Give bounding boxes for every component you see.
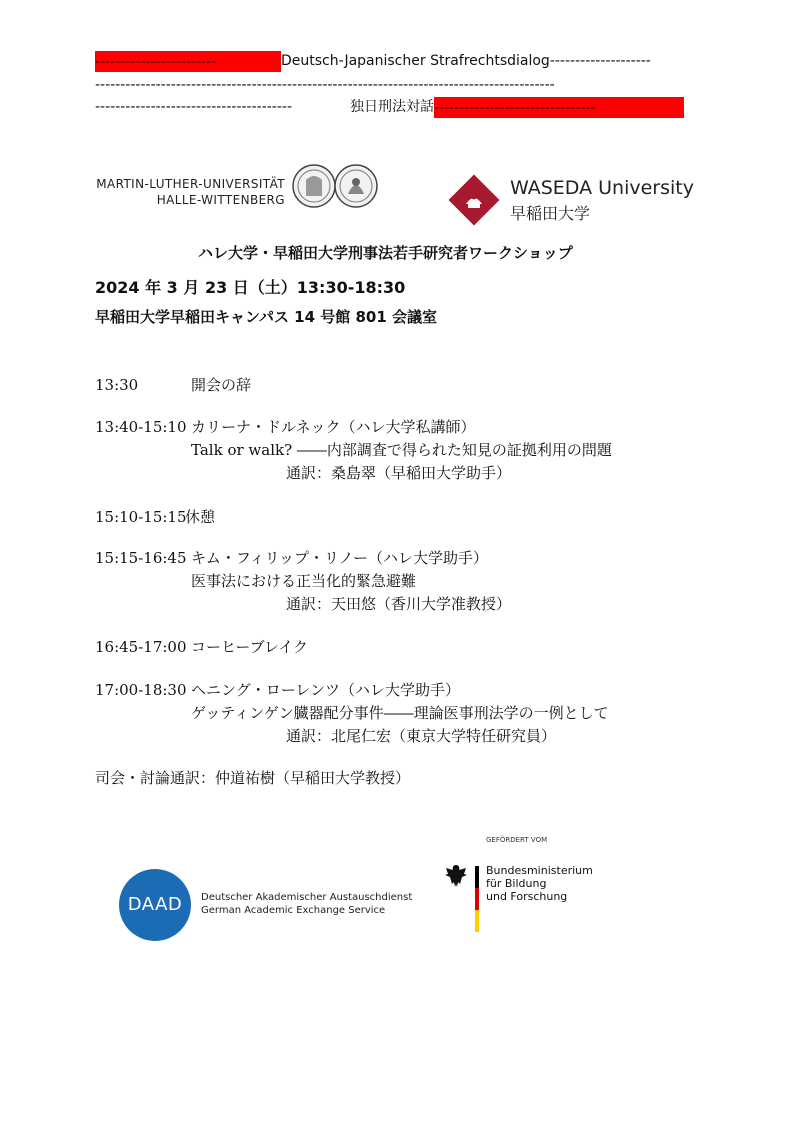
program-title: 休憩 [185, 508, 216, 526]
header-dashes-3b: -------------------------------- [434, 99, 596, 116]
waseda-name-en: WASEDA University [510, 177, 694, 199]
program-speaker: キム・フィリップ・リノー（ハレ大学助手） [191, 549, 489, 567]
waseda-emblem-icon [444, 170, 504, 230]
bmbf-name [486, 864, 593, 903]
program-title: コーヒーブレイク [191, 638, 309, 656]
german-title: Deutsch-Japanischer Strafrechtsdialog [281, 53, 550, 69]
program-time: 13:30 [95, 376, 139, 394]
event-venue: 早稲田大学早稲田キャンパス 14 号館 801 会議室 [95, 308, 438, 326]
funded-by-label: GEFÖRDERT VOM [486, 836, 548, 844]
waseda-name-jp: 早稲田大学 [510, 204, 591, 223]
header-dashes-1b: -------------------- [549, 53, 651, 69]
program-time: 15:10-15:15 [95, 508, 187, 526]
event-title: ハレ大学・早稲田大学刑事法若手研究者ワークショップ [198, 244, 573, 262]
header-dashes-1a: ------------------------ [95, 53, 217, 70]
program-time: 17:00-18:30 [95, 681, 187, 699]
event-date: 2024 年 3 月 23 日（土）13:30-18:30 [95, 278, 406, 297]
header-dashes-2: ------------------------------------------------------------------------------------------- [95, 77, 555, 93]
mlu-logo-text [95, 176, 285, 208]
daad-abbr: DAAD [127, 894, 183, 915]
federal-eagle-icon [443, 862, 469, 890]
program-topic: 医事法における正当化的緊急避難 [191, 572, 417, 590]
daad-name-de: Deutscher Akademischer Austauschdienst [201, 892, 413, 903]
bmbf-line1: Bundesministerium [486, 864, 593, 877]
header-red-bar-1 [95, 51, 281, 72]
header-dashes-3a: --------------------------------------- [95, 99, 293, 115]
japanese-title: 独日刑法対話 [350, 99, 434, 115]
program-interpreter: 通訳：桑島翠（早稲田大学助手） [286, 464, 512, 482]
moderator: 司会・討論通訳：仲道祐樹（早稲田大学教授） [95, 769, 411, 787]
program-topic: Talk or walk? ――内部調査で得られた知見の証拠利用の問題 [191, 441, 612, 459]
mlu-seal-icon [292, 162, 378, 210]
header-line-1 [95, 50, 725, 72]
program-interpreter: 通訳：北尾仁宏（東京大学特任研究員） [286, 727, 557, 745]
bmbf-line2: für Bildung [486, 877, 547, 890]
program-speaker: カリーナ・ドルネック（ハレ大学私講師） [191, 418, 476, 436]
mlu-name-line1: MARTIN-LUTHER-UNIVERSITÄT [96, 177, 285, 191]
mlu-name-line2: HALLE-WITTENBERG [156, 193, 285, 207]
header-line-3 [95, 96, 705, 118]
bmbf-line3: und Forschung [486, 890, 568, 903]
program-time: 13:40-15:10 [95, 418, 187, 436]
german-flag-stripe [475, 866, 479, 932]
program-title: 開会の辞 [191, 376, 252, 394]
header-line-2 [95, 74, 717, 96]
daad-name-en: German Academic Exchange Service [201, 905, 386, 916]
program-speaker: ヘニング・ローレンツ（ハレ大学助手） [191, 681, 461, 699]
program-topic: ゲッティンゲン臓器配分事件――理論医事刑法学の一例として [191, 704, 609, 722]
program-interpreter: 通訳：天田悠（香川大学准教授） [286, 595, 512, 613]
program-time: 16:45-17:00 [95, 638, 187, 656]
header-red-bar-2 [434, 97, 684, 118]
program-time: 15:15-16:45 [95, 549, 187, 567]
